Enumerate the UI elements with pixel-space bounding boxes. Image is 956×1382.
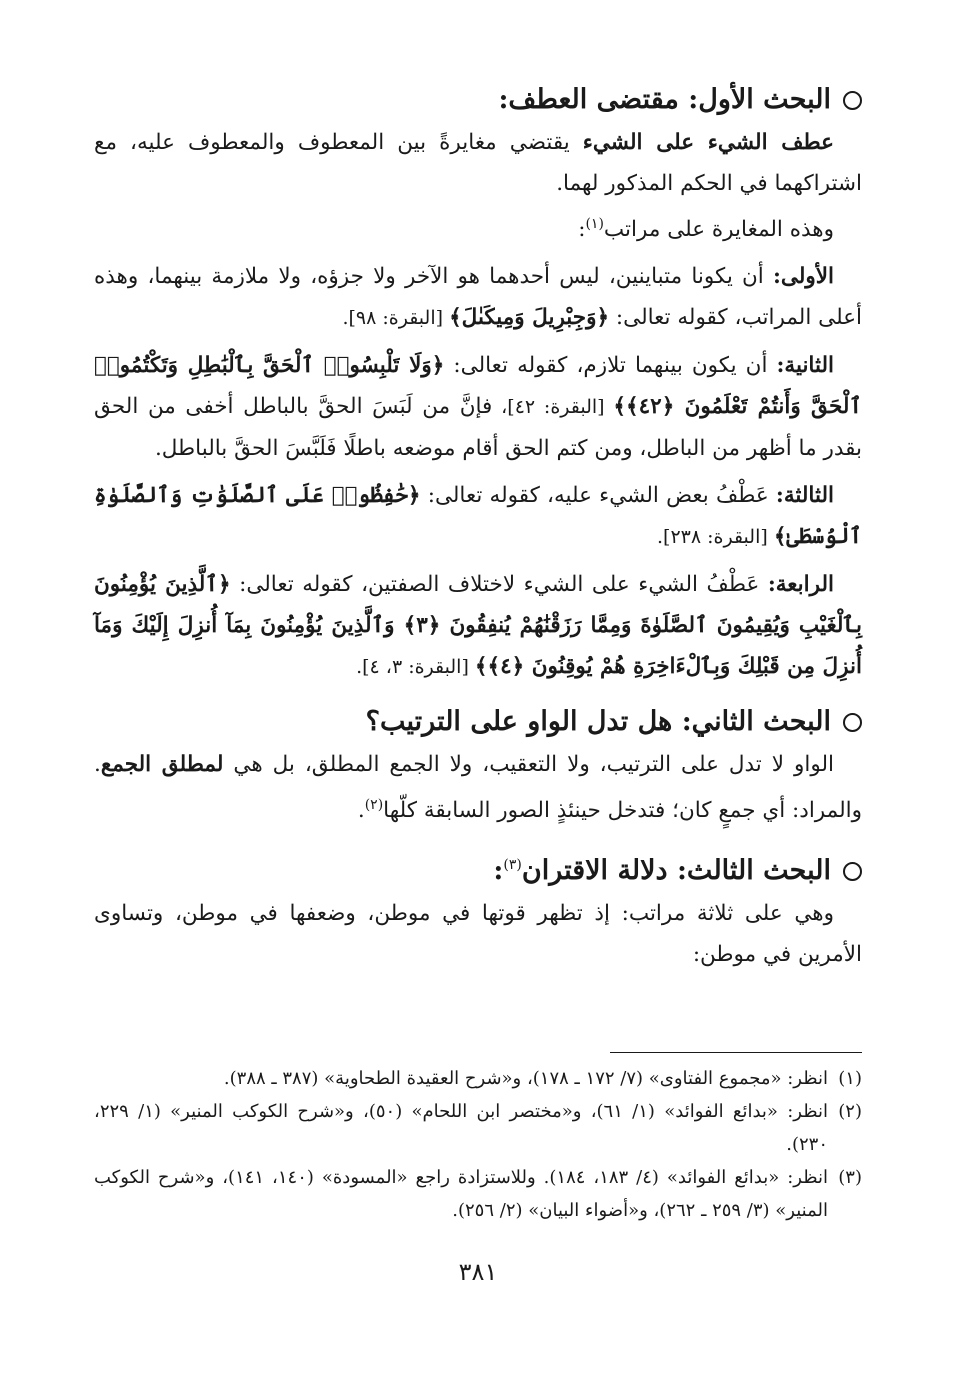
footnote-text: انظر: «بدائع الفوائد» (٤/ ١٨٣، ١٨٤). وللاستزادة راجع «المسودة» (١٤٠، ١٤١)، و«شرح الكوكب المنير» (٣/ ٢٥٩ ـ ٢٦٢)، و«أضواء البيان» (٢/ ٢٥٦).: [94, 1167, 829, 1221]
circle-bullet-icon: [843, 713, 862, 732]
paragraph: وهذه المغايرة على مراتب$^{(١)}$:: [578, 216, 834, 243]
lead-term: الثانية:: [776, 353, 834, 379]
paragraph: وهي على ثلاثة مراتب: إذ تظهر قوتها في موطن، وضعفها في موطن، وتساوى الأمرين في موطن:: [94, 901, 862, 968]
quran-verse: ﴿وَجِبْرِيلَ وَمِيكَىٰلَ﴾: [449, 305, 610, 331]
lead-term: عطف الشيء على الشيء: [582, 130, 834, 155]
footnote-number: (١): [838, 1068, 862, 1089]
section-2: [94, 702, 862, 831]
paragraph: الواو لا تدل على الترتيب، ولا التعقيب، ولا الجمع المطلق، بل هي لمطلق الجمع. والمراد: أي جمعٍ كان؛ فتدخل حينئذٍ الصور السابقة كلّها$^{(٢)}$.: [94, 752, 862, 824]
circle-bullet-icon: [843, 91, 862, 110]
paragraph: الرابعة: عَطْفُ الشيء على الشيء لاختلاف الصفتين، كقوله تعالى: ﴿ٱلَّذِينَ يُؤْمِنُونَ بِٱلْغَيْبِ وَيُقِيمُونَ ٱلصَّلَوٰةَ وَمِمَّا رَزَقْنَٰهُمْ يُنفِقُونَ ﴿٣﴾ وَٱلَّذِينَ يُؤْمِنُونَ بِمَآ أُنزِلَ إِلَيْكَ وَمَآ أُنزِلَ مِن قَبْلِكَ وَبِٱلْءَاخِرَةِ هُمْ يُوقِنُونَ ﴿٤﴾﴾ [البقرة: ٣، ٤].: [94, 572, 863, 680]
circle-bullet-icon: [843, 862, 862, 881]
quran-verse: ﴿وَلَا تَلْبِسُوا۟ ٱلْحَقَّ بِٱلْبَٰطِلِ وَتَكْتُمُوا۟ ٱلْحَقَّ وَأَنتُمْ تَعْلَمُونَ ﴿٤٢﴾﴾: [94, 353, 862, 420]
bold-term: لمطلق الجمع: [100, 752, 224, 778]
verse-reference: [البقرة: ٣، ٤].: [356, 656, 475, 679]
lead-term: الثالثة:: [775, 483, 834, 509]
verse-reference: [البقرة: ٩٨].: [342, 307, 450, 330]
footnote-ref[interactable]: (١): [585, 216, 604, 232]
lead-term: الرابعة:: [767, 572, 834, 598]
footnote-divider: [610, 1052, 862, 1053]
footnote-item: [94, 1062, 862, 1095]
verse-reference: [البقرة: ٢٣٨].: [656, 526, 774, 549]
quran-verse: ﴿حَٰفِظُوا۟ عَلَى ٱلصَّلَوَٰتِ وَٱلصَّلَوٰةِ ٱلْوُسْطَىٰ﴾: [94, 483, 862, 550]
section-3: [94, 845, 862, 975]
footnote-text: انظر: «بدائع الفوائد» (١/ ٦١)، و«مختصر ابن اللحام» (٥٠)، و«شرح الكوكب المنير» (١/ ٢٢٩، ٢٣٠).: [94, 1101, 828, 1155]
footnote-ref[interactable]: (٢): [364, 797, 384, 814]
section-1: [94, 80, 862, 688]
section-heading: البحث الأول: مقتضى العطف:: [94, 80, 862, 120]
lead-term: الأولى:: [772, 264, 834, 290]
footnote-text: انظر: «مجموع الفتاوى» (٧/ ١٧٢ ـ ١٧٨)، و«شرح العقيدة الطحاوية» (٣٨٧ ـ ٣٨٨).: [223, 1068, 828, 1089]
paragraph: الأولى: أن يكونا متباينين، ليس أحدهما هو الآخر ولا جزؤه، ولا ملازمة بينهما، وهذه أعلى المراتب، كقوله تعالى: ﴿وَجِبْرِيلَ وَمِيكَىٰلَ﴾ [البقرة: ٩٨].: [94, 264, 862, 331]
paragraph: الثانية: أن يكون بينهما تلازم، كقوله تعالى: ﴿وَلَا تَلْبِسُوا۟ ٱلْحَقَّ بِٱلْبَٰطِلِ وَتَكْتُمُوا۟ ٱلْحَقَّ وَأَنتُمْ تَعْلَمُونَ ﴿٤٢﴾﴾ [البقرة: ٤٢]، فإنَّ من لَبَسَ الحقَّ بالباطل أخفى من الحق بقدر ما أظهر من الباطل، ومن كتم الحق أقام موضعه باطلًا فَلَبَّسَ الحقَّ بالباطل.: [94, 353, 862, 462]
footnote-item: [94, 1095, 862, 1161]
page-body: [94, 80, 862, 975]
footnote-number: (٢): [838, 1101, 862, 1122]
footnote-number: (٣): [838, 1167, 862, 1188]
quran-verse: ﴿ٱلَّذِينَ يُؤْمِنُونَ بِٱلْغَيْبِ وَيُقِيمُونَ ٱلصَّلَوٰةَ وَمِمَّا رَزَقْنَٰهُمْ يُنفِقُونَ ﴿٣﴾ وَٱلَّذِينَ يُؤْمِنُونَ بِمَآ أُنزِلَ إِلَيْكَ وَمَآ أُنزِلَ مِن قَبْلِكَ وَبِٱلْءَاخِرَةِ هُمْ يُوقِنُونَ ﴿٤﴾﴾: [94, 572, 863, 680]
page-number: ٣٨١: [458, 1258, 498, 1286]
footnote-ref[interactable]: (٣): [503, 857, 522, 874]
section-heading: البحث الثاني: هل تدل الواو على الترتيب؟: [94, 702, 862, 742]
paragraph: الثالثة: عَطْفُ بعض الشيء عليه، كقوله تعالى: ﴿حَٰفِظُوا۟ عَلَى ٱلصَّلَوَٰتِ وَٱلصَّلَوٰةِ ٱلْوُسْطَىٰ﴾ [البقرة: ٢٣٨].: [94, 483, 862, 550]
paragraph: عطف الشيء على الشيء يقتضي مغايرةً بين المعطوف والمعطوف عليه، مع اشتراكهما في الحكم المذكور لهما.: [94, 130, 862, 196]
section-heading: البحث الثالث: دلالة الاقتران$^{(٣)}$:: [94, 845, 862, 891]
verse-reference: [البقرة: ٤٢]،: [492, 396, 614, 419]
footnotes: [94, 1062, 862, 1227]
footnote-item: [94, 1161, 862, 1227]
